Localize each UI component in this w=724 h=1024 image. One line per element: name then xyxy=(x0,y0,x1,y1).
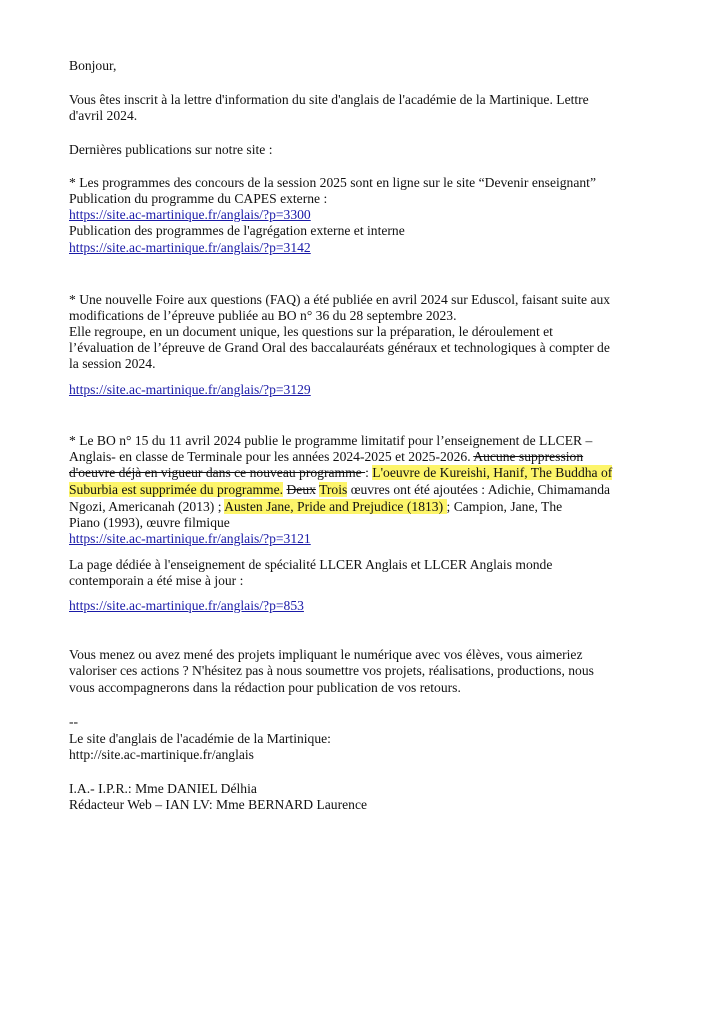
item3-line-3-text: : xyxy=(365,465,373,480)
item1-label-agreg: Publication des programmes de l'agrégation externe et interne xyxy=(69,223,405,238)
item3-highlight-kureishi: L'oeuvre de Kureishi, Hanif, The Buddha of xyxy=(372,465,613,480)
item3-line-3 xyxy=(69,465,612,481)
item1-link-agreg[interactable]: https://site.ac-martinique.fr/anglais/?p=3142 xyxy=(69,240,311,255)
greeting: Bonjour, xyxy=(69,58,117,73)
signature-separator: -- xyxy=(69,714,79,729)
item3-highlight-suburbia: Suburbia est supprimée du programme. xyxy=(69,482,284,497)
item3-line-2 xyxy=(69,449,583,465)
projects-line-1: Vous menez ou avez mené des projets impliquant le numérique avec vos élèves, vous aimeriez xyxy=(69,647,583,662)
intro-line-1: Vous êtes inscrit à la lettre d'information du site d'anglais de l'académie de la Martinique. Lettre xyxy=(69,92,589,107)
item3-strike-1: Aucune suppression xyxy=(473,449,584,464)
item1-label-capes: Publication du programme du CAPES externe : xyxy=(69,191,328,206)
item3-line-5-text: Ngozi, Americanah (2013) ; xyxy=(69,499,225,514)
item2-line-1: * Une nouvelle Foire aux questions (FAQ) a été publiée en avril 2024 sur Eduscol, faisant suite aux xyxy=(69,292,611,307)
item3-line-4-text: œuvres ont été ajoutées : Adichie, Chimamanda xyxy=(347,482,611,497)
item3-line-5 xyxy=(69,499,562,515)
item3-line-2-text: Anglais- en classe de Terminale pour les années 2024-2025 et 2025-2026. xyxy=(69,449,474,464)
signature-site-name: Le site d'anglais de l'académie de la Martinique: xyxy=(69,731,331,746)
item2-link-faq[interactable]: https://site.ac-martinique.fr/anglais/?p=3129 xyxy=(69,382,311,397)
item2-line-3: Elle regroupe, en un document unique, les questions sur la préparation, le déroulement et xyxy=(69,324,553,339)
item2-line-4: l’évaluation de l’épreuve de Grand Oral des baccalauréats généraux et technologiques à compter de xyxy=(69,340,610,355)
item1-line-1: * Les programmes des concours de la session 2025 sont en ligne sur le site “Devenir enseignant” xyxy=(69,175,596,190)
latest-heading: Dernières publications sur notre site : xyxy=(69,142,273,157)
projects-line-3: vous accompagnerons dans la rédaction pour publication de vos retours. xyxy=(69,680,461,695)
item1-link-capes[interactable]: https://site.ac-martinique.fr/anglais/?p=3300 xyxy=(69,207,311,222)
signature-ipr: I.A.- I.P.R.: Mme DANIEL Délhia xyxy=(69,781,257,796)
item2-line-5: la session 2024. xyxy=(69,356,156,371)
item3-line-6: Piano (1993), œuvre filmique xyxy=(69,515,230,530)
item3-link-bo[interactable]: https://site.ac-martinique.fr/anglais/?p=3121 xyxy=(69,531,311,546)
signature-site-url: http://site.ac-martinique.fr/anglais xyxy=(69,747,254,762)
item3-line-1: * Le BO n° 15 du 11 avril 2024 publie le programme limitatif pour l’enseignement de LLCER – xyxy=(69,433,593,448)
item3-page-line-1: La page dédiée à l'enseignement de spécialité LLCER Anglais et LLCER Anglais monde xyxy=(69,557,553,572)
intro-line-2: d'avril 2024. xyxy=(69,108,138,123)
signature-editor: Rédacteur Web – IAN LV: Mme BERNARD Laurence xyxy=(69,797,368,812)
item3-highlight-austen: Austen Jane, Pride and Prejudice (1813) xyxy=(224,499,447,514)
item3-line-5-text-2: ; Campion, Jane, The xyxy=(446,499,563,514)
item3-link-page[interactable]: https://site.ac-martinique.fr/anglais/?p=853 xyxy=(69,598,304,613)
item3-strike-deux: Deux xyxy=(286,482,316,497)
item3-highlight-trois: Trois xyxy=(319,482,348,497)
item3-line-4 xyxy=(69,482,610,498)
projects-line-2: valoriser ces actions ? N'hésitez pas à nous soumettre vos projets, réalisations, productions, nous xyxy=(69,663,594,678)
item2-line-2: modifications de l’épreuve publiée au BO n° 36 du 28 septembre 2023. xyxy=(69,308,457,323)
item3-page-line-2: contemporain a été mise à jour : xyxy=(69,573,244,588)
item3-strike-2: d'oeuvre déjà en vigueur dans ce nouveau programme xyxy=(69,465,366,480)
